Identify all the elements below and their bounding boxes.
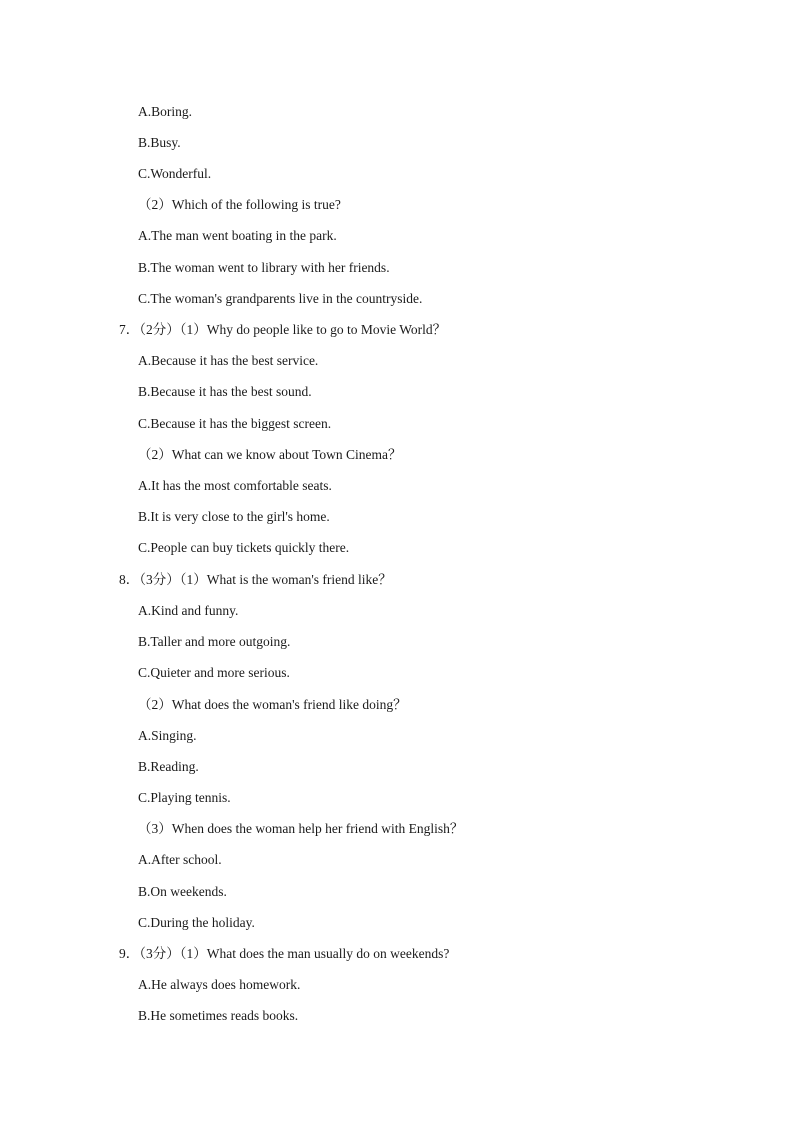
option-line: C.During the holiday. [138,915,255,930]
option-line: A.Because it has the best service. [138,353,319,368]
sub-question-line: （3）When does the woman help her friend with English？ [138,821,464,836]
sub-question-line: （2）What can we know about Town Cinema？ [138,447,402,462]
option-line: B.He sometimes reads books. [138,1008,299,1023]
option-line: C.Because it has the biggest screen. [138,416,332,431]
option-line: B.Reading. [138,759,199,774]
option-line: A.The man went boating in the park. [138,228,337,243]
option-line: B.It is very close to the girl's home. [138,509,330,524]
option-line: B.Taller and more outgoing. [138,634,291,649]
option-line: C.Playing tennis. [138,790,231,805]
option-line: A.After school. [138,852,222,867]
sub-question-line: （2）What does the woman's friend like doing？ [138,697,407,712]
option-line: A.Singing. [138,728,197,743]
option-line: A.Kind and funny. [138,603,239,618]
question-line: 8．（3分）（1）What is the woman's friend like？ [119,572,392,587]
option-line: A.Boring. [138,104,192,119]
option-line: C.Wonderful. [138,166,212,181]
sub-question-line: （2）Which of the following is true? [138,197,341,212]
option-line: B.Busy. [138,135,181,150]
option-line: B.On weekends. [138,884,227,899]
option-line: A.He always does homework. [138,977,301,992]
option-line: A.It has the most comfortable seats. [138,478,332,493]
option-line: C.People can buy tickets quickly there. [138,540,350,555]
question-line: 9．（3分）（1）What does the man usually do on weekends? [119,946,450,961]
option-line: B.The woman went to library with her friends. [138,260,390,275]
question-line: 7．（2分）（1）Why do people like to go to Movie World？ [119,322,447,337]
option-line: C.The woman's grandparents live in the countryside. [138,291,423,306]
option-line: B.Because it has the best sound. [138,384,312,399]
option-line: C.Quieter and more serious. [138,665,290,680]
